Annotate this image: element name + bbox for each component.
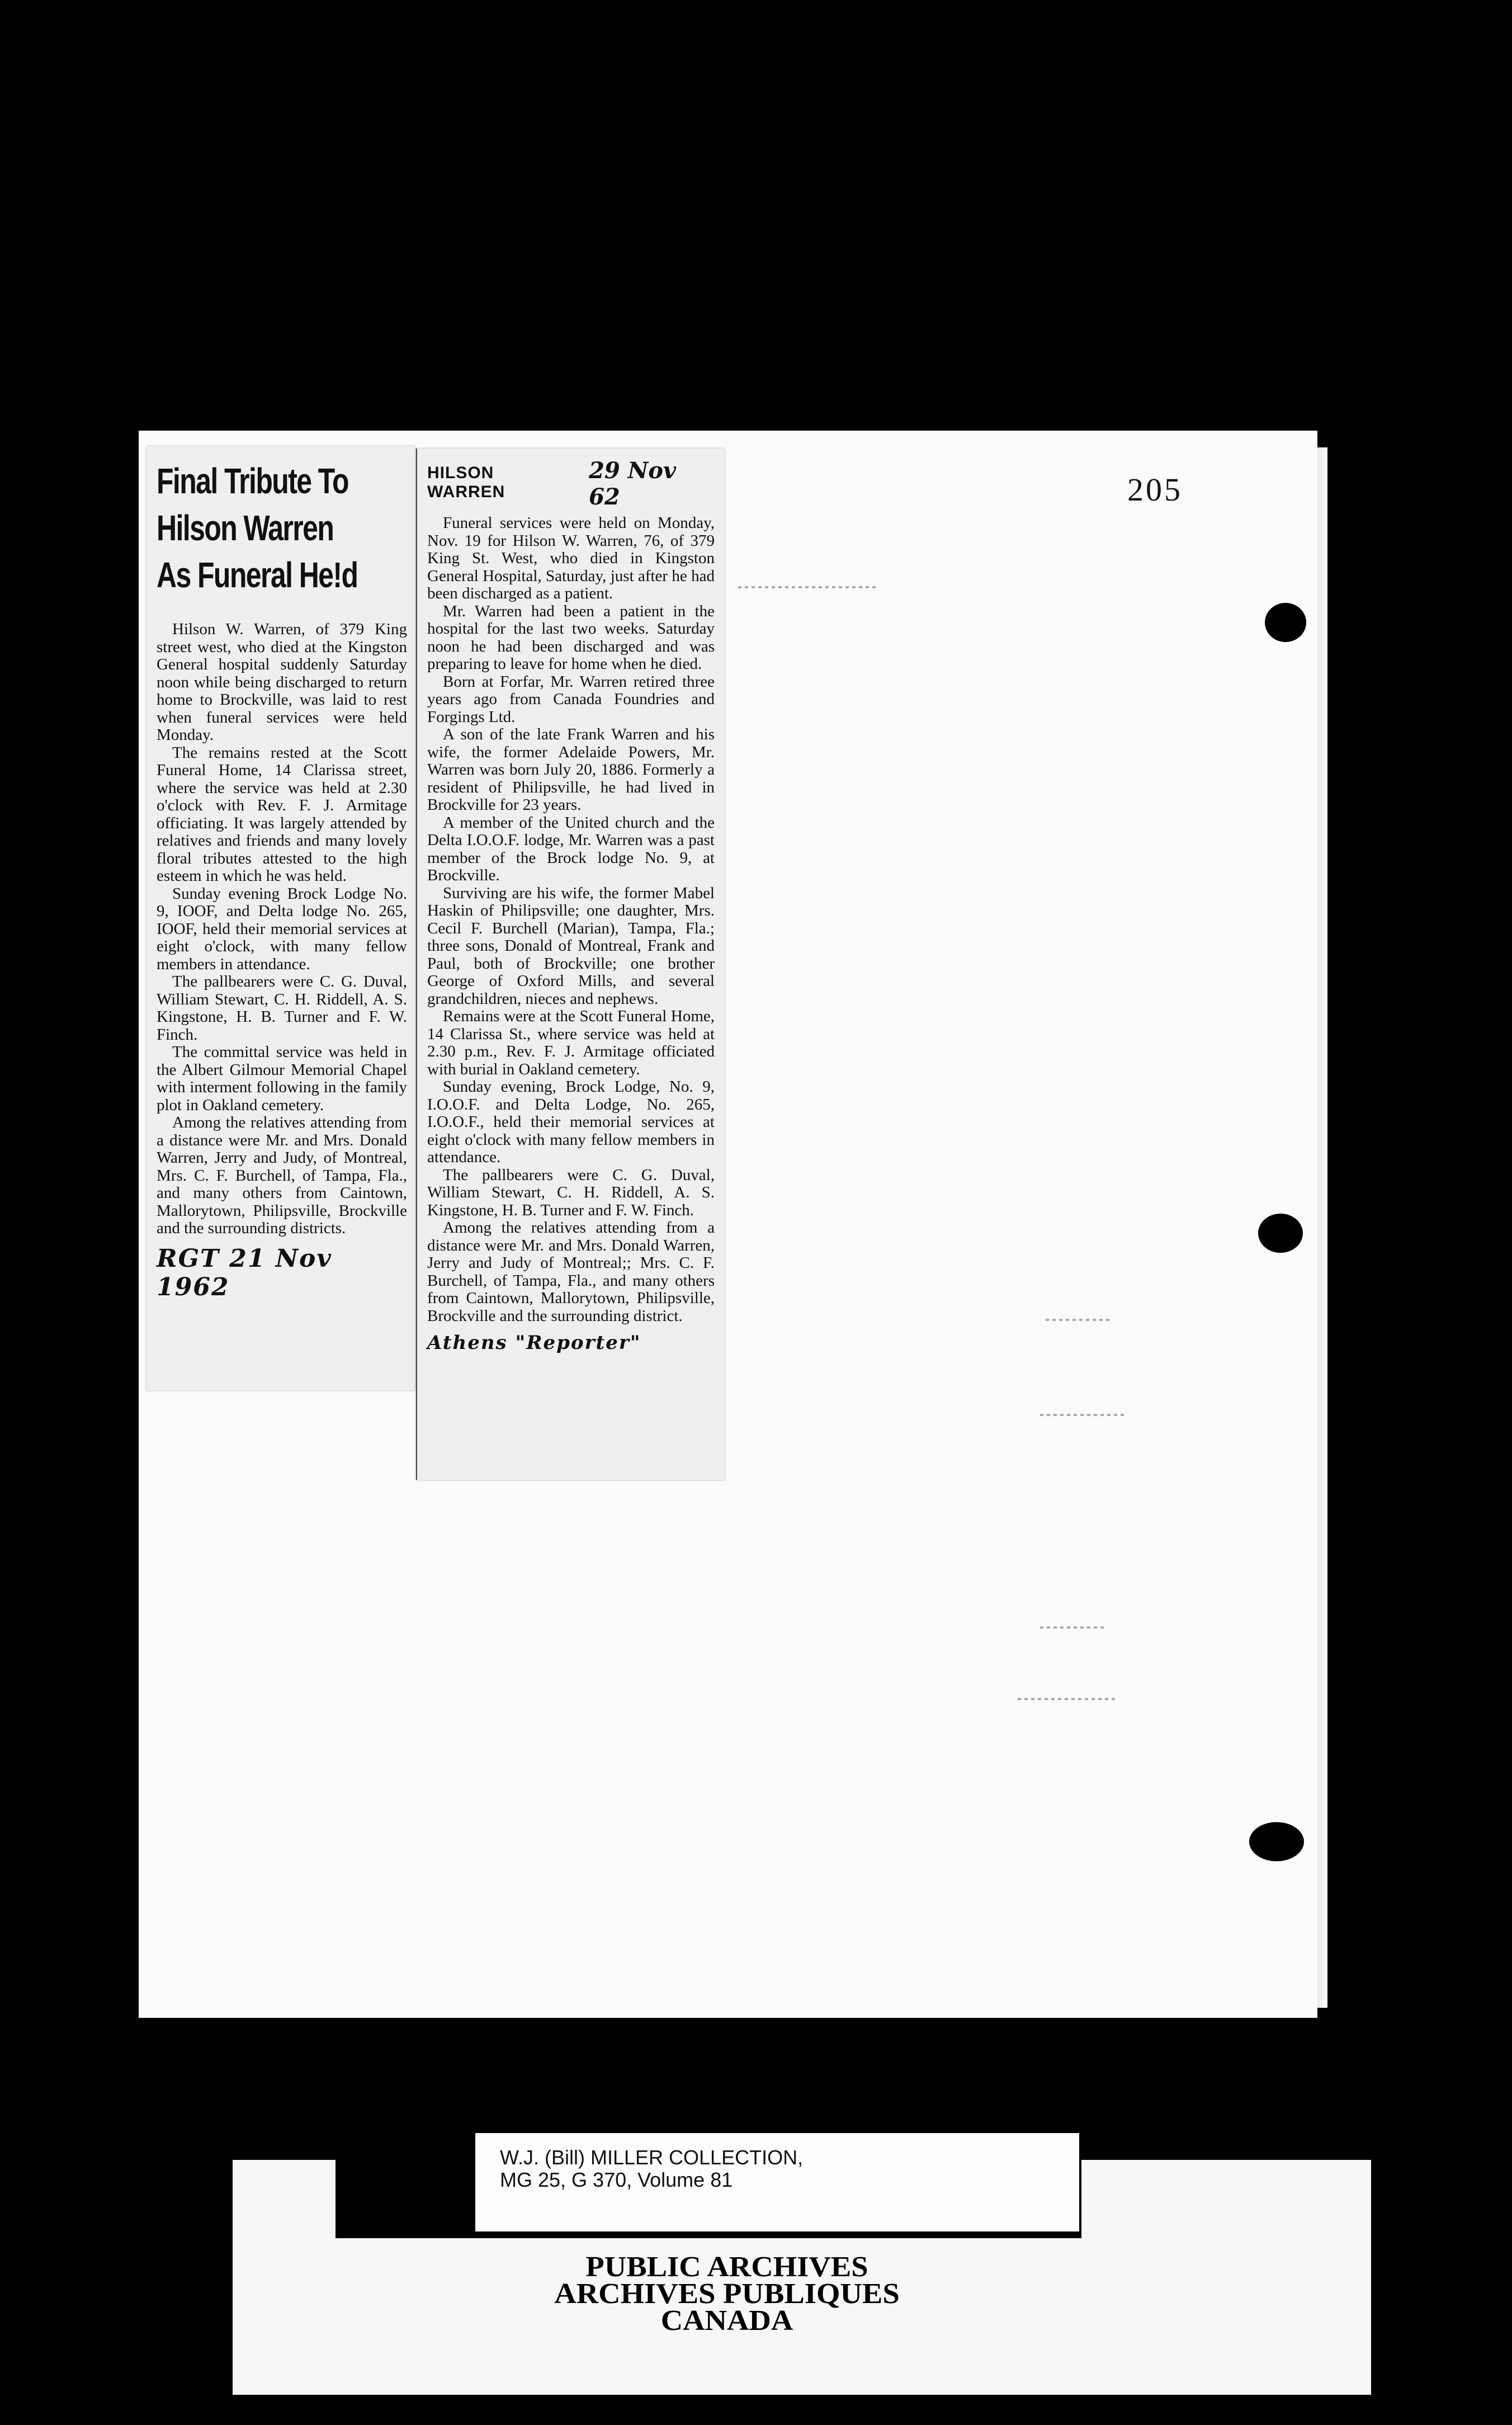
paragraph: A son of the late Frank Warren and his wife, the former Adelaide Powers, Mr. Warren was born July 20, 1886. Formerly a resident of Philipsville, he had lived in Brockville for 23 years.	[427, 725, 715, 814]
page-edge	[1317, 447, 1327, 2008]
paragraph: Born at Forfar, Mr. Warren retired three years ago from Canada Foundries and Forgings Ltd.	[427, 672, 715, 726]
punch-hole	[1249, 1822, 1304, 1861]
collection-label-line: W.J. (Bill) MILLER COLLECTION,	[500, 2146, 804, 2169]
archives-stamp-line: ARCHIVES PUBLIQUES	[554, 2278, 900, 2310]
punch-hole	[1258, 1214, 1303, 1253]
headline-line: As Funeral He!d	[157, 555, 358, 595]
paragraph: The committal service was held in the Albert Gilmour Memorial Chapel with interment following in the family plot in Oakland cemetery.	[157, 1043, 407, 1114]
paragraph: The pallbearers were C. G. Duval, William Stewart, C. H. Riddell, A. S. Kingstone, H. B. Turner and F. W. Finch.	[157, 973, 407, 1044]
scan-artifact	[1040, 1626, 1107, 1629]
clipping-body	[427, 515, 715, 1325]
archives-stamp	[447, 2251, 1007, 2337]
paragraph: Sunday evening, Brock Lodge, No. 9, I.O.O.F. and Delta Lodge, No. 265, I.O.O.F., held their memorial services at eight o'clock with many fellow members in attendance.	[427, 1078, 715, 1166]
paragraph: Remains were at the Scott Funeral Home, 14 Clarissa St., where service was held at 2.30 p.m., Rev. F. J. Armitage officiated with burial in Oakland cemetery.	[427, 1007, 715, 1078]
newspaper-clipping-2	[416, 449, 725, 1480]
paragraph: The remains rested at the Scott Funeral Home, 14 Clarissa street, where the service was held at 2.30 o'clock with Rev. F. J. Armitage officiating. It was largely attended by relatives and friends and many lovely floral tributes attested to the high esteem in which he was held.	[157, 743, 407, 885]
paragraph: A member of the United church and the Delta I.O.O.F. lodge, Mr. Warren was a past member of the Brock lodge No. 9, at Brockville.	[427, 813, 715, 884]
scan-artifact	[1018, 1698, 1118, 1700]
handwritten-source-note: Athens "Reporter"	[427, 1332, 641, 1354]
paragraph: Among the relatives attending from a distance were Mr. and Mrs. Donald Warren, Jerry and Judy of Montreal;; Mrs. C. F. Burchell, of Tampa, Fla., and many others from Caintown, Mallorytown, Philipsville, Brockville and the surrounding district.	[427, 1219, 715, 1325]
archives-stamp-line: CANADA	[660, 2305, 793, 2337]
clipping-header	[427, 457, 715, 510]
headline-line: Final Tribute To	[157, 461, 348, 501]
collection-label	[474, 2132, 1080, 2233]
paragraph: Among the relatives attending from a distance were Mr. and Mrs. Donald Warren, Jerry and Judy, of Montreal, Mrs. C. F. Burchell, of Tampa, Fla., and many others from Caintown, Mallorytown, Philipsville, Brockville and the surrounding districts.	[157, 1114, 407, 1237]
punch-hole	[1265, 603, 1306, 642]
scan-artifact	[1040, 1414, 1124, 1416]
paragraph: The pallbearers were C. G. Duval, William Stewart, C. H. Riddell, A. S. Kingstone, H. B. Turner and F. W. Finch.	[427, 1166, 715, 1219]
handwritten-note: RGT 21 Nov 1962	[157, 1244, 332, 1301]
handwritten-date: 29 Nov 62	[589, 457, 677, 510]
archives-stamp-line: PUBLIC ARCHIVES	[585, 2251, 868, 2283]
clipping-body	[157, 621, 407, 1238]
headline-line: Hilson Warren	[157, 508, 334, 548]
page-number: 205	[1127, 471, 1183, 508]
paragraph: Funeral services were held on Monday, Nov. 19 for Hilson W. Warren, 76, of 379 King St. West, who died in Kingston General Hospital, Saturday, just after he had been discharged as a patient.	[427, 514, 715, 602]
newspaper-clipping-1	[147, 446, 415, 1390]
paragraph: Sunday evening Brock Lodge No. 9, IOOF, and Delta lodge No. 265, IOOF, held their memorial services at eight o'clock, with many fellow members in attendance.	[157, 884, 407, 973]
paragraph: Surviving are his wife, the former Mabel Haskin of Philipsville; one daughter, Mrs. Cecil F. Burchell (Marian), Tampa, Fla.; three sons, Donald of Montreal, Frank and Paul, both of Brockville; one brother George of Oxford Mills, and several grandchildren, nieces and nephews.	[427, 884, 715, 1008]
scan-artifact	[738, 586, 878, 588]
clipping-headline	[157, 457, 407, 598]
clipping-name: HILSON WARREN	[427, 464, 505, 501]
paragraph: Hilson W. Warren, of 379 King street west, who died at the Kingston General hospital suddenly Saturday noon while being discharged to return home to Brockville, was laid to rest when funeral services were held Monday.	[157, 620, 407, 744]
collection-label-line: MG 25, G 370, Volume 81	[500, 2168, 733, 2191]
paragraph: Mr. Warren had been a patient in the hospital for the last two weeks. Saturday noon he had been discharged and was preparing to leave for home when he died.	[427, 602, 715, 673]
scan-artifact	[1046, 1319, 1113, 1321]
